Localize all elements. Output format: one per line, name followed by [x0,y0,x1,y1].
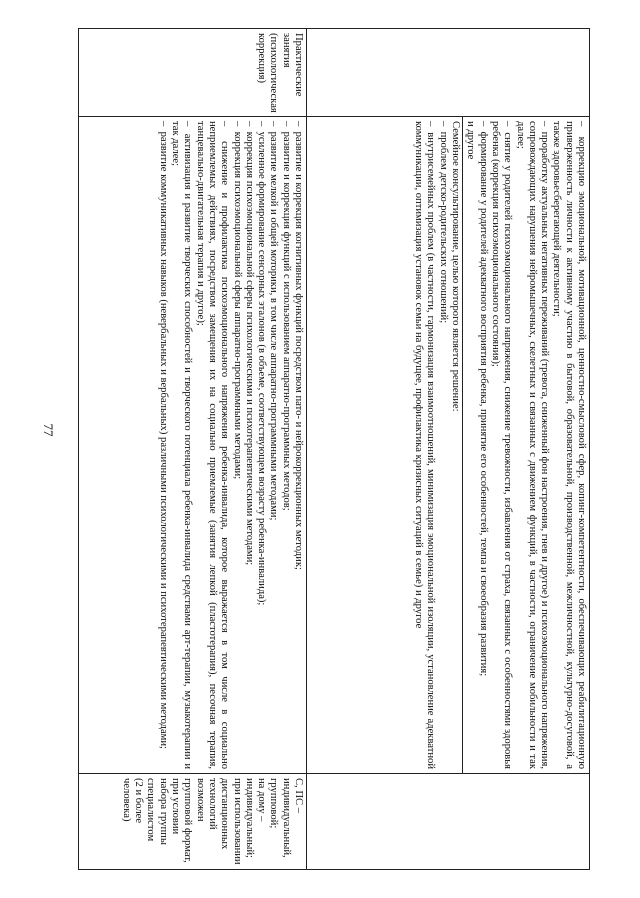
list-item: – развитие мелкой и общей моторики, в том числе аппаратно-программными методами; [267,121,279,769]
row1-content-cell [307,117,590,774]
list-item: – активизация и развитие творческих способностей и творческого потенциала ребенка-инвалида средствами арт-терапии, музыкотерапии и так далее; [169,121,194,769]
format-text: (2 и более человека) [120,778,145,824]
list-item: – развитие и коррекция когнитивных функций посредством пато- и нейрокоррекционных методик; [292,121,304,769]
list-item: – коррекция психоэмоциональной сферы аппаратно-программными методами; [230,121,242,769]
list-item: – снижение и профилактика психоэмоционального напряжения ребенка-инвалида, которое выражается в том числе в социально неприемлемых действиях, посредством замещения их на социально приемлемые (занятия лепкой (пластотерапия), песочная терапия, танцевально-двигательная терапия и другое); [193,121,230,769]
list-item: – внутрисемейных проблем (в частности, гармонизация взаимоотношений, минимизация эмоциональной изоляции, установление адекватной коммуникации, оптимизация установок семьи на будущее, профилактика кризисных ситуаций в семье) и другое [412,121,437,769]
format-text: на дому – [256,778,268,822]
row2-label-cell [79,29,307,117]
family-consulting-intro: Семейное консультирование, целью которого является решение: [450,121,462,412]
list-item: – формирование у родителей адекватного восприятия ребенка, принятие его особенностей, темпа и своеобразия развития; [476,121,488,769]
list-item: – развитие и коррекция функций с использованием аппаратно-программных методов; [279,121,291,769]
list-item: – проблем детско-родительских отношений; [436,121,448,769]
list-item: – развитие коммуникативных навыков (невербальных и вербальных) различными психологическими и психотерапевтическими методами; [156,121,168,769]
row1-label-cell [307,29,590,117]
table-row-psych-consulting [307,29,590,870]
list-item: – проработку актуальных негативных переживаний (тревога, сниженный фон настроения, гнев и другое) и психоэмоционального напряжения, сопровождающих нарушения нейромышечных, скелетных и связанных с движением функций, в частности, ограничение мобильности и так далее; [513,121,550,769]
format-text: индивидуальный; [243,778,255,858]
divider [462,117,463,773]
format-text: при использовании дистанционных технологий [206,778,243,865]
format-text: групповой; [268,778,280,829]
page-number: 77 [41,423,56,437]
format-text: С, ПС – [293,778,304,814]
row2-content-cell [79,117,307,774]
row-label: Практические занятия (психологическая коррекция) [256,33,304,113]
format-text: индивидуальный, [280,778,292,858]
row2-format-cell [79,774,307,870]
format-text: возможен групповой формат, при условии набора группы специалистом [145,778,206,863]
list-item: – усиленное формирование сенсорных эталонов (в объеме, соответствующем возрасту ребенка-инвалида); [255,121,267,769]
list-item: – коррекцию эмоциональной, мотивационной, ценностно-смысловой сфер, копинг-компетентности, обеспечивающих реабилитационную приверженность личности к активному участию в бытовой, образовательной, производственной, межличностной, культурно-досуговой, а также здоровьесберегающей деятельности; [550,121,587,769]
list-item: – коррекция психоэмоциональной сферы психологическими и психотерапевтическими методами; [243,121,255,769]
row1-format-cell [307,774,590,870]
list-item: – снятие у родителей психоэмоционального напряжения, снижение тревожности, избавления от страха, связанных с особенностями здоровья ребенка (коррекция психоэмоционального состояния); [489,121,514,769]
closing-text: и другое [465,121,477,160]
rehabilitation-table [78,28,590,870]
rotated-table-frame [78,28,590,870]
table-row-practical-sessions [79,29,307,870]
